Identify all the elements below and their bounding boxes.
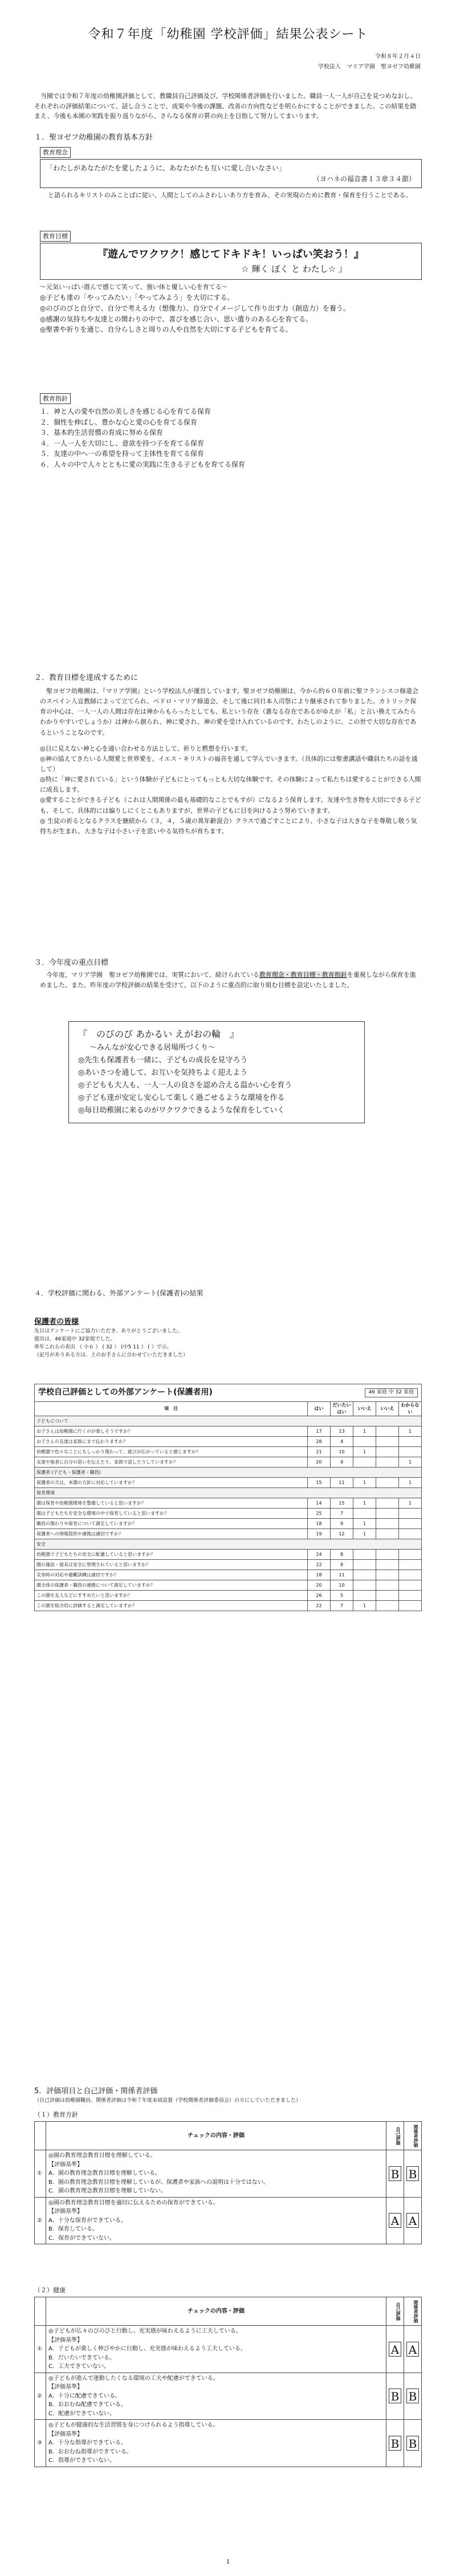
survey-row-value xyxy=(376,1601,399,1611)
eval-row xyxy=(35,2197,422,2244)
policy-item: ２．個性を伸ばし、豊かな心と愛の心を育てる保育 xyxy=(40,418,198,426)
eval-row-line: B．園の教育理念教育目標を理解しているが、保護者や家族への説明は十分ではない。 xyxy=(48,2179,269,2186)
survey-row-value xyxy=(353,1550,376,1560)
eval-row-line: A．園の教育理念教育目標を理解している。 xyxy=(48,2170,161,2176)
philosophy-quote-source: （ヨハネの福音書１３章３４節） xyxy=(312,174,416,183)
eval-table-2 xyxy=(34,2297,422,2467)
eval-row-line: ◎子どもが健康的な生活習慣を身につけられるよう指導している。 xyxy=(48,2422,219,2428)
survey-row-value xyxy=(399,1550,422,1560)
eval-row-line: A．子どもが楽しく伸びやかに行動し、充実感が味わえるよう工夫している。 xyxy=(48,2346,246,2352)
philosophy-text: と語られるキリストのみことばに従い、人間としてのふさわしいあり方を育み、その実現のために教育・保育を行うことである。 xyxy=(48,191,412,199)
eval-row-content xyxy=(46,2373,386,2420)
policy-item: ５．友達の中へ一の希望を持って主体性を育てる保育 xyxy=(40,450,205,458)
survey-line: 単年これらの表出 （ 小６ ） ( 32 ） (中5 11 ） ( ）で示。 xyxy=(34,1344,172,1351)
survey-row-value: 1 xyxy=(353,1447,376,1457)
survey-row-value: 9 xyxy=(331,1457,353,1468)
eval-row-content xyxy=(46,2420,386,2467)
eval-row-number: ① xyxy=(35,2326,46,2373)
eval-row-line: ◎子どもが進んで運動したくなる環境の工夫や配慮ができている。 xyxy=(48,2375,219,2382)
section-4-heading: ４．学校評価に関わる、外部アンケート(保護者)の結果 xyxy=(34,1289,203,1297)
education-target xyxy=(40,231,422,335)
survey-row-value xyxy=(376,1529,399,1539)
survey-row-value xyxy=(399,1601,422,1611)
survey-row-value: 1 xyxy=(353,1426,376,1437)
eval-grade-cell xyxy=(404,2420,422,2467)
survey-row-value: 1 xyxy=(353,1519,376,1529)
survey-row-value xyxy=(376,1498,399,1509)
survey-row-value: 1 xyxy=(399,1426,422,1437)
section-3-text-a: 今年度、マリア学園 聖ヨゼフ幼稚園では、実質において、続けられている xyxy=(46,971,259,979)
survey-category-label: 保護者 (子ども・保護者・職員) xyxy=(35,1468,422,1478)
self-grade: B xyxy=(389,2436,401,2451)
survey-table-count: 46 家庭 中 32 家庭 xyxy=(365,1388,418,1397)
survey-row xyxy=(35,1601,422,1611)
sub-2-heading: （２）健康 xyxy=(34,2286,66,2294)
eval-row-line: 【評価基準】 xyxy=(48,2431,83,2438)
survey-table xyxy=(34,1401,422,1612)
related-grade: B xyxy=(406,2166,419,2181)
survey-row-value: 1 xyxy=(353,1498,376,1509)
section-3-text-b: を重視しながら保育を進めました。また、昨年度の学校評価の結果を受けて、以下のように重点的に取り組む目標を設定いたしました。 xyxy=(40,971,416,989)
survey-row-value: 12 xyxy=(331,1529,353,1539)
education-policy-label: 教育指針 xyxy=(40,393,71,404)
eval-col-check: チェックの内容・評価 xyxy=(46,2297,386,2326)
survey-row-value: 1 xyxy=(353,1529,376,1539)
eval-row-line: A．十分な指導ができている。 xyxy=(48,2440,127,2446)
related-grade: A xyxy=(406,2213,419,2228)
eval-row-line: 【評価基準】 xyxy=(48,2161,83,2168)
education-policy xyxy=(40,393,422,470)
eval-row-line: C．園の教育理念教育目標を理解していない。 xyxy=(48,2188,166,2194)
survey-row-label: お子さんの友達は家族にまで伝わりますか？ xyxy=(35,1437,308,1447)
survey-row-label: 園は子どもたちを安全な環境の中で保育していると思いますか？ xyxy=(35,1509,308,1519)
focus-goal-heading: 『 のびのび あかるい えがおの輪 』 xyxy=(78,1029,239,1040)
survey-row-value xyxy=(376,1509,399,1519)
eval-grade-cell xyxy=(404,2373,422,2420)
survey-row xyxy=(35,1550,422,1560)
survey-row-value: 15 xyxy=(308,1478,331,1488)
survey-category-label: 安全 xyxy=(35,1539,422,1550)
survey-row-label: お子さんは幼稚園に行くのが楽しそうですか？ xyxy=(35,1426,308,1437)
survey-row-value xyxy=(353,1457,376,1468)
section-5-note: （自己評価は幼稚園職員、関係者評価は令和７年度末頃設置（学校関係者評価委員会）の方にしていただきました） xyxy=(34,2098,302,2104)
survey-row xyxy=(35,1591,422,1601)
survey-row-value xyxy=(376,1478,399,1488)
slogan-second: ☆ 輝く ぼく と わたし☆ 』 xyxy=(241,263,347,274)
survey-row-value: 1 xyxy=(399,1478,422,1488)
survey-row-value: 10 xyxy=(331,1580,353,1591)
survey-row xyxy=(35,1447,422,1457)
survey-row-value xyxy=(399,1580,422,1591)
survey-row-value: 9 xyxy=(331,1519,353,1529)
eval-row-number: ② xyxy=(35,2373,46,2420)
eval-table-1-wrap xyxy=(34,2121,422,2244)
eval-grade-cell xyxy=(386,2420,404,2467)
policy-item: ６．人々の中で人々とともに愛の実践に生きる子どもを育てる保育 xyxy=(40,460,246,469)
eval-row-line: B．だいたいできている。 xyxy=(48,2354,115,2361)
eval-header-row xyxy=(35,2122,422,2150)
survey-row-value xyxy=(353,1570,376,1580)
survey-col-header: はい xyxy=(308,1401,331,1416)
document-date: 令和８年２月４日 xyxy=(375,54,421,60)
eval-row-line: C．指導ができていない。 xyxy=(48,2457,115,2464)
eval-table-2-wrap xyxy=(34,2297,422,2467)
survey-row-value: 19 xyxy=(308,1529,331,1539)
section-2-item: ◎神の協えてきたいる人間愛と世界愛を、イエス・キリストの福音を通して学んでいきます。（具体的には聖書講話や職員たちの話を通して） xyxy=(40,755,418,773)
survey-row-value xyxy=(399,1529,422,1539)
philosophy-quote: 「わたしがあなたがたを愛したように、あなたがたも互いに愛し合いなさい」 xyxy=(46,164,286,173)
survey-row-label: 災害時の対応や避難訓練は適切ですか？ xyxy=(35,1570,308,1580)
survey-row-value xyxy=(353,1580,376,1591)
survey-row-value xyxy=(399,1560,422,1570)
survey-line: （記号がありある方は、上のお手さんに合わせていただきました） xyxy=(34,1352,189,1358)
related-grade: A xyxy=(406,2342,419,2357)
slogan-subtitle: ～元気いっぱい遊んで感じて笑って、強い体と優しい心を育てる～ xyxy=(40,283,228,291)
survey-row-value: 26 xyxy=(308,1591,331,1601)
survey-row-value xyxy=(376,1437,399,1447)
survey-row-label: 幼稚園で色々なことにもしっかり関わって、遊びが広がっていると感じますか？ xyxy=(35,1447,308,1457)
self-grade: B xyxy=(389,2166,401,2181)
eval-grade-cell xyxy=(386,2326,404,2373)
survey-row-value: 1 xyxy=(353,1478,376,1488)
survey-row-value: 22 xyxy=(308,1560,331,1570)
slogan-box xyxy=(40,243,422,280)
eval-row-content xyxy=(46,2326,386,2373)
eval-row-line: B．おおむね指導ができている。 xyxy=(48,2448,132,2455)
eval-row-line: A．十分な保育ができている。 xyxy=(48,2217,127,2224)
self-grade: B xyxy=(389,2388,401,2403)
eval-col-rel: 関係者評価 xyxy=(404,2122,422,2150)
eval-row-number: ① xyxy=(35,2150,46,2198)
eval-header-row xyxy=(35,2297,422,2326)
survey-row-value: 8 xyxy=(331,1560,353,1570)
eval-grade-cell xyxy=(404,2326,422,2373)
survey-row-value: 10 xyxy=(331,1447,353,1457)
survey-row xyxy=(35,1519,422,1529)
focus-goal-item: ◎子ども達が安定し安心して楽しく過ごせるような環境を作る xyxy=(78,1094,285,1103)
survey-row-value: 20 xyxy=(308,1457,331,1468)
section-2-paragraph: 聖ヨゼフ幼稚園は、『マリア学園』という学校法人が運営しています。聖ヨゼフ幼稚園は、今から約６０年前に聖フランシスコ修道会のスペイン人宣教師によって立てられ、ペドロ・マリア修道会、そして後に同日本人司祭により継承されて参りました。カトリック保育の中心は、一人一人の人間は存在は神からもらったとしても、私という存在（誰なる存在であるがゆえが「私」と言い換えてみたらわかりやすいでしょうか）は神から創られ、神に愛され、神の愛を受け入れているのです。わたしのように、この世で大切な存在であるということなのです。 xyxy=(40,687,419,736)
survey-row xyxy=(35,1437,422,1447)
survey-col-header: わからない xyxy=(399,1401,422,1416)
survey-row xyxy=(35,1498,422,1509)
survey-row-value: 13 xyxy=(331,1426,353,1437)
focus-goal-item: ◎子どもも大人も、一人一人の良さを認め合える温かい心を育う xyxy=(78,1081,292,1090)
survey-row-value xyxy=(376,1550,399,1560)
survey-row xyxy=(35,1509,422,1519)
survey-row-value xyxy=(376,1457,399,1468)
section-3-heading: ３．今年度の重点目標 xyxy=(34,959,109,967)
related-grade: B xyxy=(406,2436,419,2451)
self-grade: A xyxy=(389,2213,401,2228)
survey-row-value: 5 xyxy=(331,1591,353,1601)
section-5-heading: 5．評価項目と自己評価・関係者評価 xyxy=(34,2087,158,2096)
section-1-heading: １．聖ヨゼフ幼稚園の教育基本方針 xyxy=(34,133,153,142)
survey-table-title-bar xyxy=(34,1384,422,1401)
survey-row-value xyxy=(376,1560,399,1570)
survey-row-value: 1 xyxy=(353,1601,376,1611)
policy-item: １．神と人の愛や自然の美しさを感じる心を育てる保育 xyxy=(40,407,211,416)
survey-row-value: 18 xyxy=(308,1519,331,1529)
eval-row-line: 【評価基準】 xyxy=(48,2384,83,2390)
survey-row-label: 保護者への情報提供や連携は適切ですか？ xyxy=(35,1529,308,1539)
survey-row-value: 14 xyxy=(308,1498,331,1509)
survey-category-row xyxy=(35,1416,422,1426)
related-grade: B xyxy=(406,2388,419,2403)
focus-goal-item: ◎先生も保護者も一緒に、子どもの成長を見守ろう xyxy=(78,1055,248,1065)
survey-category-row xyxy=(35,1539,422,1550)
focus-goal-subtitle: ～みんなが安心できる居場所づくり～ xyxy=(89,1043,216,1052)
eval-grade-cell xyxy=(386,2373,404,2420)
survey-row-value: 7 xyxy=(331,1509,353,1519)
survey-row-value: 4 xyxy=(331,1437,353,1447)
section-3-body xyxy=(40,970,422,991)
slogan-item: ◎聖書や祈りを通じ、自分らしさと周りの人や自然を大切にする子どもを育てる。 xyxy=(40,325,292,334)
survey-category-row xyxy=(35,1468,422,1478)
eval-row-line: 【評価基準】 xyxy=(48,2337,83,2343)
eval-grade-cell xyxy=(404,2150,422,2198)
survey-row-value: 1 xyxy=(399,1457,422,1468)
eval-col-rel: 関係者評価 xyxy=(404,2297,422,2326)
survey-row-value: 24 xyxy=(308,1550,331,1560)
survey-row xyxy=(35,1426,422,1437)
eval-row-line: C．工夫できていない。 xyxy=(48,2363,109,2370)
section-2-item: ◎目に見えない神と心を通い合わせる方法として、祈りと黙想を行います。 xyxy=(40,744,252,752)
section-2-body xyxy=(40,686,422,837)
survey-table-wrap xyxy=(34,1384,422,1611)
survey-row-value: 25 xyxy=(308,1509,331,1519)
eval-col-check: チェックの内容・評価 xyxy=(46,2122,386,2150)
survey-row-value xyxy=(376,1580,399,1591)
eval-row xyxy=(35,2150,422,2198)
survey-row-value: 7 xyxy=(331,1601,353,1611)
survey-row-value xyxy=(353,1437,376,1447)
eval-col-self: 自己評価 xyxy=(386,2297,404,2326)
eval-grade-cell xyxy=(404,2197,422,2244)
slogan-item: ◎のびのびと自分で、自分で考える力（想像力）、自分でイメージして作り出す力（創造力）を養う。 xyxy=(40,304,350,312)
survey-row-value xyxy=(376,1426,399,1437)
survey-row xyxy=(35,1560,422,1570)
survey-row xyxy=(35,1478,422,1488)
education-philosophy-label: 教育理念 xyxy=(40,147,71,158)
education-philosophy xyxy=(40,147,422,201)
section-3-highlight: 教育理念・教育目標・教育指針 xyxy=(259,971,347,979)
survey-row-value: 15 xyxy=(331,1498,353,1509)
survey-row-value xyxy=(376,1447,399,1457)
eval-row xyxy=(35,2420,422,2467)
slogan-main: 『遊んでワクワク！感じてドキドキ！いっぱい笑おう！』 xyxy=(97,248,364,261)
eval-row-line: ◎子どもが広々のびのびと行動し、充実感が味わえるように工夫している。 xyxy=(48,2328,242,2334)
focus-goal-item: ◎毎日幼稚園に来るのがワクワクできるような保育をしていく xyxy=(78,1106,285,1115)
survey-row-value xyxy=(399,1519,422,1529)
eval-grade-cell xyxy=(386,2150,404,2198)
eval-row-content xyxy=(46,2150,386,2198)
survey-row xyxy=(35,1529,422,1539)
eval-row-line: ◎園の教育理念教育目標を適切に伝えるための保育ができている。 xyxy=(48,2199,219,2206)
eval-row-content xyxy=(46,2197,386,2244)
survey-row-value xyxy=(399,1447,422,1457)
survey-row-value xyxy=(376,1570,399,1580)
section-3-paragraph xyxy=(40,970,422,991)
self-grade: A xyxy=(389,2342,401,2357)
survey-row-value: 11 xyxy=(331,1570,353,1580)
survey-row-label: 園全体の保護者・職員の連携について満足していますか？ xyxy=(35,1580,308,1591)
survey-col-header: 項 目 xyxy=(35,1401,308,1416)
focus-goal-box xyxy=(68,1021,365,1123)
eval-row-line: C．保育ができていない。 xyxy=(48,2235,115,2241)
survey-row xyxy=(35,1457,422,1468)
eval-row xyxy=(35,2326,422,2373)
eval-grade-cell xyxy=(386,2197,404,2244)
page-title: 令和７年度「幼稚園 学校評価」結果公表シート xyxy=(88,27,368,42)
eval-row-line: A．十分に配慮できている。 xyxy=(48,2392,121,2399)
policy-item: ４．一人一人を大切にし、意欲を持つ子を育てる保育 xyxy=(40,439,205,447)
eval-row-line: 【評価基準】 xyxy=(48,2208,83,2215)
survey-row-label: この園を総合的に評価すると満足していますか？ xyxy=(35,1601,308,1611)
survey-row-label: 幼稚園で子どもたちの安全に配慮していると思いますか？ xyxy=(35,1550,308,1560)
survey-col-header: いいえ xyxy=(353,1401,376,1416)
survey-row-value: 8 xyxy=(331,1550,353,1560)
survey-row xyxy=(35,1580,422,1591)
survey-row-value xyxy=(399,1570,422,1580)
survey-row-value: 17 xyxy=(308,1426,331,1437)
eval-row xyxy=(35,2373,422,2420)
survey-col-header: だいたいはい xyxy=(331,1401,353,1416)
slogan-item: ◎子ども達の「やってみたい」「やってみよう」を大切にする。 xyxy=(40,294,234,302)
survey-greeting: 保護者の皆様 xyxy=(34,1318,79,1326)
survey-category-label: 保育環境 xyxy=(35,1488,422,1498)
survey-header-row xyxy=(35,1401,422,1416)
sub-1-heading: （１）教育方針 xyxy=(34,2111,78,2118)
eval-table-1 xyxy=(34,2121,422,2244)
section-2-item: ◎愛することができる子ども（これは人間関係の最も基礎的なことでもすが）になるよう保育します。友達や生き物を大切にできる子ども、そして、具体的には偏りしにくとこもありますが、世界の子どもに目を向けるよう努めていきます。 xyxy=(40,796,421,814)
eval-row-line: ◎園の教育理念教育目標を理解している。 xyxy=(48,2153,156,2159)
survey-row-value: 21 xyxy=(308,1447,331,1457)
survey-intro xyxy=(34,1316,422,1360)
policy-item: ３．基本的生活習慣の育成に努める保育 xyxy=(40,429,164,437)
survey-row-value: 20 xyxy=(308,1580,331,1591)
slogan-item: ◎感謝の気持ちや友達との関わりの中で、喜びを感じ合い、思い遣りのある心を育てる。 xyxy=(40,315,313,323)
survey-row-value xyxy=(399,1509,422,1519)
survey-row-value xyxy=(353,1591,376,1601)
survey-col-header: いいえ xyxy=(376,1401,399,1416)
survey-row-value: 22 xyxy=(308,1601,331,1611)
eval-row-number: ③ xyxy=(35,2420,46,2467)
survey-row xyxy=(35,1570,422,1580)
survey-row-value xyxy=(353,1560,376,1570)
survey-line: 提出は、46家庭中 32家庭でした。 xyxy=(34,1336,116,1343)
survey-row-value xyxy=(376,1519,399,1529)
section-2-item: ◎ 生徒の祈るとなるクラスを継続から（３，４，５歳の異年齢混合）クラスで過ごすことにより、小さな子は大きな子を尊敬し敬う気持ちが生まれ、大きな子は小さい子を思いやる気持ちが育ちます。 xyxy=(40,817,417,835)
survey-row-value xyxy=(376,1591,399,1601)
survey-row-label: この園を友人などにすすめたいと思いますか？ xyxy=(35,1591,308,1601)
eval-row-line: C．配慮ができていない。 xyxy=(48,2410,115,2417)
survey-row-label: 保護者の方は、本園の方針に対応していますか？ xyxy=(35,1478,308,1488)
philosophy-quote-box xyxy=(40,159,422,188)
page-number: 1 xyxy=(226,2559,230,2565)
eval-col-self: 自己評価 xyxy=(386,2122,404,2150)
survey-row-value: 1 xyxy=(399,1498,422,1509)
survey-line: 先日はアンケートにご協力いただき、ありがとうございました。 xyxy=(34,1328,183,1335)
section-2-item: ◎特に「神に愛されている」という体験が子どもにとってもっとも大切な体験です。その体験によって私たちは愛することができる人間に成長します。 xyxy=(40,776,421,794)
intro-paragraph: 当園では令和７年度の幼稚園評価として、教職員自己評価及び、学校関係者評価を行いました。職員一人一人が自己を見つめなおし、それぞれの評価結果について、話し合うことで、成果や今後の課題、改善の方向性などを明らかにすることができました。この結果を踏まえ、今後も本園の実践を振り返りながら、さらなる保育の質の向上を目指して努力してまいります。 xyxy=(34,92,417,120)
survey-row-label: 園は保育や幼稚園環境を整備していると思いますか？ xyxy=(35,1498,308,1509)
focus-goal-item: ◎あいさつを通して、お互いを気持ちよく迎えよう xyxy=(78,1068,248,1077)
survey-row-value xyxy=(353,1509,376,1519)
section-2-heading: ２．教育目標を達成するために xyxy=(34,674,139,682)
eval-row-line: B．おおむね配慮できている。 xyxy=(48,2402,127,2408)
survey-row-value: 11 xyxy=(331,1478,353,1488)
eval-row-line: B．保育している。 xyxy=(48,2226,98,2232)
survey-row-label: 職員の関わりや保育について満足していますか？ xyxy=(35,1519,308,1529)
survey-row-label: 園の施設・遊具は安全に管理されていると思いますか？ xyxy=(35,1560,308,1570)
survey-row-value: 28 xyxy=(308,1437,331,1447)
survey-row-label: 友達や他者に自分の思いを伝えたり、家族で話したりしていますか？ xyxy=(35,1457,308,1468)
survey-row-value xyxy=(399,1437,422,1447)
survey-category-row xyxy=(35,1488,422,1498)
survey-category-label: 子どもについて xyxy=(35,1416,422,1426)
eval-row-number: ② xyxy=(35,2197,46,2244)
document-author: 学校法人 マリア学園 聖ヨゼフ幼稚園 xyxy=(318,64,421,70)
survey-row-value xyxy=(399,1591,422,1601)
education-target-label: 教育目標 xyxy=(40,231,71,242)
survey-row-value: 18 xyxy=(308,1570,331,1580)
survey-table-title: 学校自己評価としての外部アンケート(保護者用) xyxy=(38,1388,213,1397)
